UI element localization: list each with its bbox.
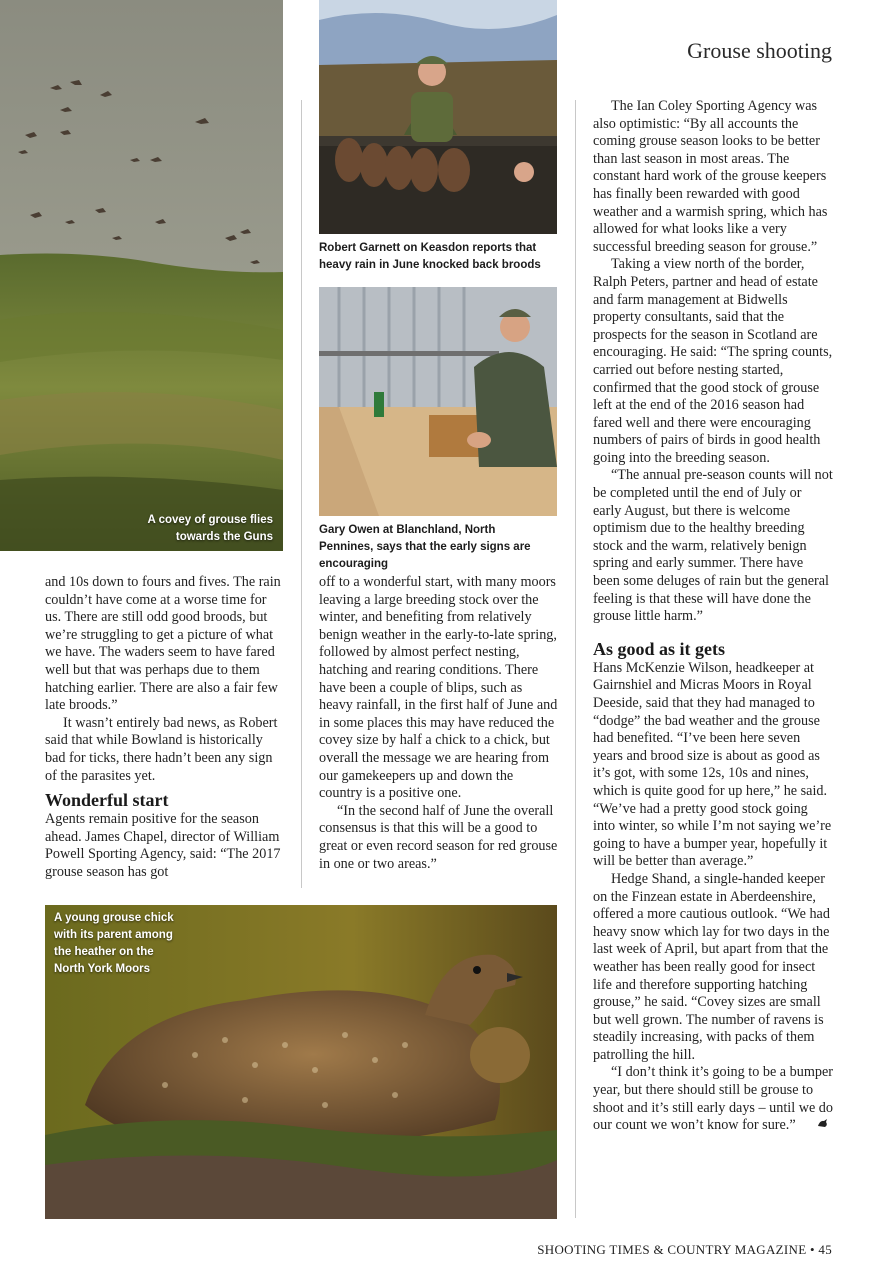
col1-paragraph-1: and 10s down to fours and fives. The rain couldn’t have come at a worse time for us. There are still odd good broods, but we’re struggling to get a picture of what we have. The waders seem to have fared well but that was perhaps due to them hatching earlier. There are also a fair few late broods.”	[45, 574, 281, 714]
section-title: Grouse shooting	[687, 38, 832, 63]
heading-as-good-as-it-gets: As good as it gets	[593, 638, 726, 659]
keeper-with-birds-photo	[319, 0, 557, 234]
chick-caption: A young grouse chick with its parent among the heather on the North York Moors	[54, 912, 174, 975]
col3-paragraph-4: Hans McKenzie Wilson, headkeeper at Gairnshiel and Micras Moors in Royal Deeside, said that they had managed to “dodge” the bad weather and the grouse had benefited. “I’ve been here seven years and brood size is about as good as it’s got, with some 12s, 10s and nines, which is quite good for up here,” he said. “We’ve had a pretty good stock going into winter, so while I’m not saying we’re going to have a bumper year, hopefully it will be better than average.”	[593, 659, 832, 870]
flying-grouse-photo	[0, 0, 283, 551]
covey-photo	[0, 0, 283, 551]
col1-paragraph-2: It wasn’t entirely bad news, as Robert said that while Bowland is historically bad for ticks, there hadn’t been any sign of the parasites yet.	[45, 714, 278, 784]
col3-paragraph-6	[593, 1064, 833, 1134]
column-3	[593, 98, 833, 1135]
keeper-workshop-photo	[319, 287, 557, 516]
col3-paragraph-3: “The annual pre-season counts will not be completed until the end of July or early August, but there is welcome optimism due to the healthy breeding stock and the warm, relatively benign spring and early summer. There have been some deluges of rain but the general feeling is that these will have done the grouse little harm.”	[593, 467, 833, 625]
col3-paragraph-6-text: “I don’t think it’s going to be a bumper year, but there should still be grouse to shoot and it’s still early days – until we do our count we won’t know for sure.”	[593, 1064, 833, 1134]
heading-wonderful-start: Wonderful start	[45, 790, 169, 811]
column-1	[45, 574, 285, 882]
robert-caption: Robert Garnett on Keasdon reports that heavy rain in June knocked back broods	[319, 242, 541, 271]
col3-paragraph-5: Hedge Shand, a single-handed keeper on the Finzean estate in Aberdeenshire, offered a more cautious outlook. “We had heavy snow which lay for two days in the last week of April, but apart from that the weather has been really good for insect life and therefore supporting hatching grouse,” he said. “Covey sizes are small but well grown. The number of ravens is steadily increasing, with packs of them patrolling the hill.	[593, 870, 830, 1063]
covey-caption: A covey of grouse flies towards the Guns	[147, 514, 273, 543]
gary-photo	[319, 287, 557, 516]
grouse-chick-photo-frame	[45, 905, 557, 1219]
end-of-article-grouse-icon	[799, 1117, 829, 1135]
column-rule-left	[301, 100, 302, 888]
col2-paragraph-2: “In the second half of June the overall consensus is that this will be a good to great or even record season for red grouse in one or two areas.”	[319, 802, 558, 872]
col1-paragraph-3: Agents remain positive for the season ahead. James Chapel, director of William Powell Sporting Agency, said: “The 2017 grouse season has got	[45, 811, 281, 880]
robert-photo	[319, 0, 557, 234]
col3-paragraph-1: The Ian Coley Sporting Agency was also optimistic: “By all accounts the coming grouse season looks to be better than last season in most areas. The constant hard work of the grouse keepers has finally been rewarded with good weather and a warmish spring, which has allowed for what looks like a very successful breeding season for grouse.”	[593, 98, 828, 255]
col3-paragraph-2: Taking a view north of the border, Ralph Peters, partner and head of estate and farm management at Bidwells property consultants, said that the prospects for the season in Scotland are encouraging. He said: “The spring counts, carried out before nesting started, confirmed that the good stock of grouse left at the end of the 2016 season had fared well and there were encouraging numbers of pairs of birds in good health going into the breeding season.	[593, 256, 833, 466]
column-rule-right	[575, 100, 576, 1218]
col2-paragraph-1: off to a wonderful start, with many moors leaving a large breeding stock over the winter, and benefiting from relatively benign weather in the early-to-late spring, followed by almost perfect nesting, hatching and rearing conditions. There have been a couple of blips, such as heavy rainfall, in the first half of June and in some places this may have reduced the covey size by half a chick to a chick, but overall the message we are hearing from our gamekeepers up and down the country is a positive one.	[319, 574, 558, 802]
page-folio: SHOOTING TIMES & COUNTRY MAGAZINE • 45	[537, 1242, 832, 1257]
column-2	[319, 574, 559, 873]
gary-caption: Gary Owen at Blanchland, North Pennines, says that the early signs are encouraging	[319, 524, 531, 570]
